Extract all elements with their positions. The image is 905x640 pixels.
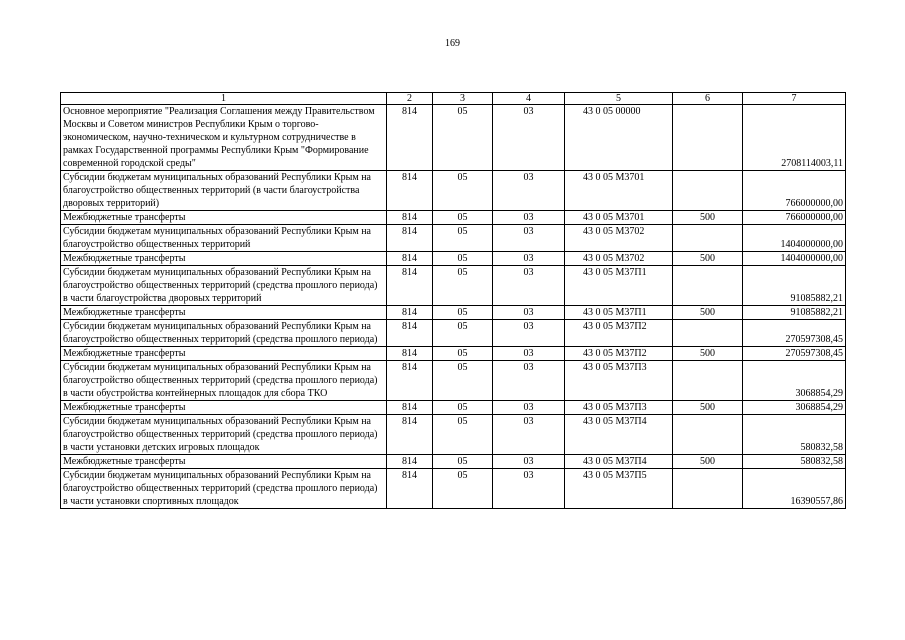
table-cell: 3068854,29 [743,361,846,401]
column-header: 1 [61,93,387,105]
table-cell: 814 [387,306,433,320]
table-cell: 03 [493,171,565,211]
table-row [61,320,846,347]
table-cell [673,171,743,211]
table-row [61,401,846,415]
table-cell: 03 [493,211,565,225]
table-cell: 43 0 05 М37П3 [565,361,673,401]
table-cell [673,469,743,509]
column-header: 5 [565,93,673,105]
table-cell: 766000000,00 [743,211,846,225]
table-cell: 500 [673,252,743,266]
table-cell: 43 0 05 М3701 [565,171,673,211]
table-cell: Субсидии бюджетам муниципальных образований Республики Крым на благоустройство общественных территорий [61,225,387,252]
table-cell: 814 [387,211,433,225]
table-cell: 05 [433,455,493,469]
table-cell: 43 0 05 М37П2 [565,320,673,347]
table-cell: 03 [493,347,565,361]
table-cell: 43 0 05 М37П1 [565,266,673,306]
table-cell: Межбюджетные трансферты [61,252,387,266]
table-cell: 500 [673,211,743,225]
table-cell: 270597308,45 [743,347,846,361]
table-cell [673,320,743,347]
table-cell: 43 0 05 М3702 [565,252,673,266]
table-cell [673,415,743,455]
table-cell: 05 [433,320,493,347]
table-cell: 1404000000,00 [743,225,846,252]
table-cell: 05 [433,469,493,509]
table-cell: 03 [493,266,565,306]
table-cell: 814 [387,252,433,266]
table-cell: 814 [387,320,433,347]
table-cell: Субсидии бюджетам муниципальных образований Республики Крым на благоустройство общественных территорий (средства прошлого периода) [61,320,387,347]
table-cell: 814 [387,347,433,361]
table-cell: 05 [433,252,493,266]
table-cell: 270597308,45 [743,320,846,347]
table-row [61,306,846,320]
table-cell: 500 [673,347,743,361]
table-cell: 814 [387,225,433,252]
table-cell: 05 [433,225,493,252]
table-cell: 43 0 05 М37П3 [565,401,673,415]
table-row [61,266,846,306]
table-cell: 500 [673,306,743,320]
table-cell: 05 [433,105,493,171]
table-cell: 03 [493,401,565,415]
table-cell: Субсидии бюджетам муниципальных образований Республики Крым на благоустройство общественных территорий (средства прошлого периода) в части обустройства контейнерных площадок для сбора ТКО [61,361,387,401]
table-cell: Межбюджетные трансферты [61,306,387,320]
table-cell: 03 [493,469,565,509]
table-cell: 03 [493,306,565,320]
table-row [61,415,846,455]
column-header: 2 [387,93,433,105]
table-cell: 814 [387,401,433,415]
table-header-row [61,93,846,105]
table-cell: Межбюджетные трансферты [61,455,387,469]
table-cell: 91085882,21 [743,266,846,306]
table-cell: Субсидии бюджетам муниципальных образований Республики Крым на благоустройство общественных территорий (средства прошлого периода) в части установки детских игровых площадок [61,415,387,455]
table-cell: 43 0 05 М3701 [565,211,673,225]
table-cell: Межбюджетные трансферты [61,347,387,361]
column-header: 6 [673,93,743,105]
table-cell: Межбюджетные трансферты [61,401,387,415]
table-cell: 43 0 05 М3702 [565,225,673,252]
table-cell: 05 [433,347,493,361]
table-cell: 814 [387,415,433,455]
table-cell: 03 [493,225,565,252]
table-cell: 2708114003,11 [743,105,846,171]
table-cell: 03 [493,361,565,401]
column-header: 3 [433,93,493,105]
table-row [61,225,846,252]
table-cell: 814 [387,266,433,306]
table-cell: 580832,58 [743,455,846,469]
column-header: 7 [743,93,846,105]
table-cell: Основное мероприятие "Реализация Соглашения между Правительством Москвы и Советом министров Республики Крым о торгово-экономическом, научно-техническом и культурном сотрудничестве в рамках Государственной программы Республики Крым "Формирование современной городской среды" [61,105,387,171]
table-cell: 91085882,21 [743,306,846,320]
table-cell: 03 [493,320,565,347]
table-cell: 05 [433,415,493,455]
table-cell: 05 [433,401,493,415]
table-cell: Субсидии бюджетам муниципальных образований Республики Крым на благоустройство общественных территорий (в части благоустройства дворовых территорий) [61,171,387,211]
table-row [61,361,846,401]
table-row [61,105,846,171]
table-cell: 580832,58 [743,415,846,455]
table-row [61,171,846,211]
table-cell: Субсидии бюджетам муниципальных образований Республики Крым на благоустройство общественных территорий (средства прошлого периода) в части установки спортивных площадок [61,469,387,509]
table-cell: 43 0 05 М37П2 [565,347,673,361]
table-cell [673,361,743,401]
table-row [61,252,846,266]
table-row [61,211,846,225]
table-cell: 43 0 05 00000 [565,105,673,171]
table-cell: 03 [493,105,565,171]
table-cell: 03 [493,455,565,469]
table-cell: 43 0 05 М37П1 [565,306,673,320]
budget-table [60,92,846,509]
table-cell: 03 [493,252,565,266]
table-cell: 03 [493,415,565,455]
table-cell: 814 [387,469,433,509]
table-cell: 500 [673,401,743,415]
table-cell: 43 0 05 М37П4 [565,415,673,455]
table-cell [673,266,743,306]
table-cell [673,105,743,171]
table-cell: 814 [387,455,433,469]
table-cell: 3068854,29 [743,401,846,415]
table-row [61,347,846,361]
table-cell: 814 [387,105,433,171]
table-cell: 05 [433,306,493,320]
table-cell: Межбюджетные трансферты [61,211,387,225]
table-row [61,455,846,469]
table-cell: 43 0 05 М37П5 [565,469,673,509]
table-cell: 05 [433,361,493,401]
table-cell [673,225,743,252]
table-cell: 500 [673,455,743,469]
table-cell: 766000000,00 [743,171,846,211]
column-header: 4 [493,93,565,105]
page-number: 169 [445,38,460,49]
table-cell: 05 [433,171,493,211]
table-cell: Субсидии бюджетам муниципальных образований Республики Крым на благоустройство общественных территорий (средства прошлого периода) в части благоустройства дворовых территорий [61,266,387,306]
table-cell: 05 [433,211,493,225]
table-row [61,469,846,509]
table-cell: 05 [433,266,493,306]
table-cell: 814 [387,171,433,211]
table-cell: 1404000000,00 [743,252,846,266]
table-cell: 814 [387,361,433,401]
table-cell: 43 0 05 М37П4 [565,455,673,469]
table-cell: 16390557,86 [743,469,846,509]
